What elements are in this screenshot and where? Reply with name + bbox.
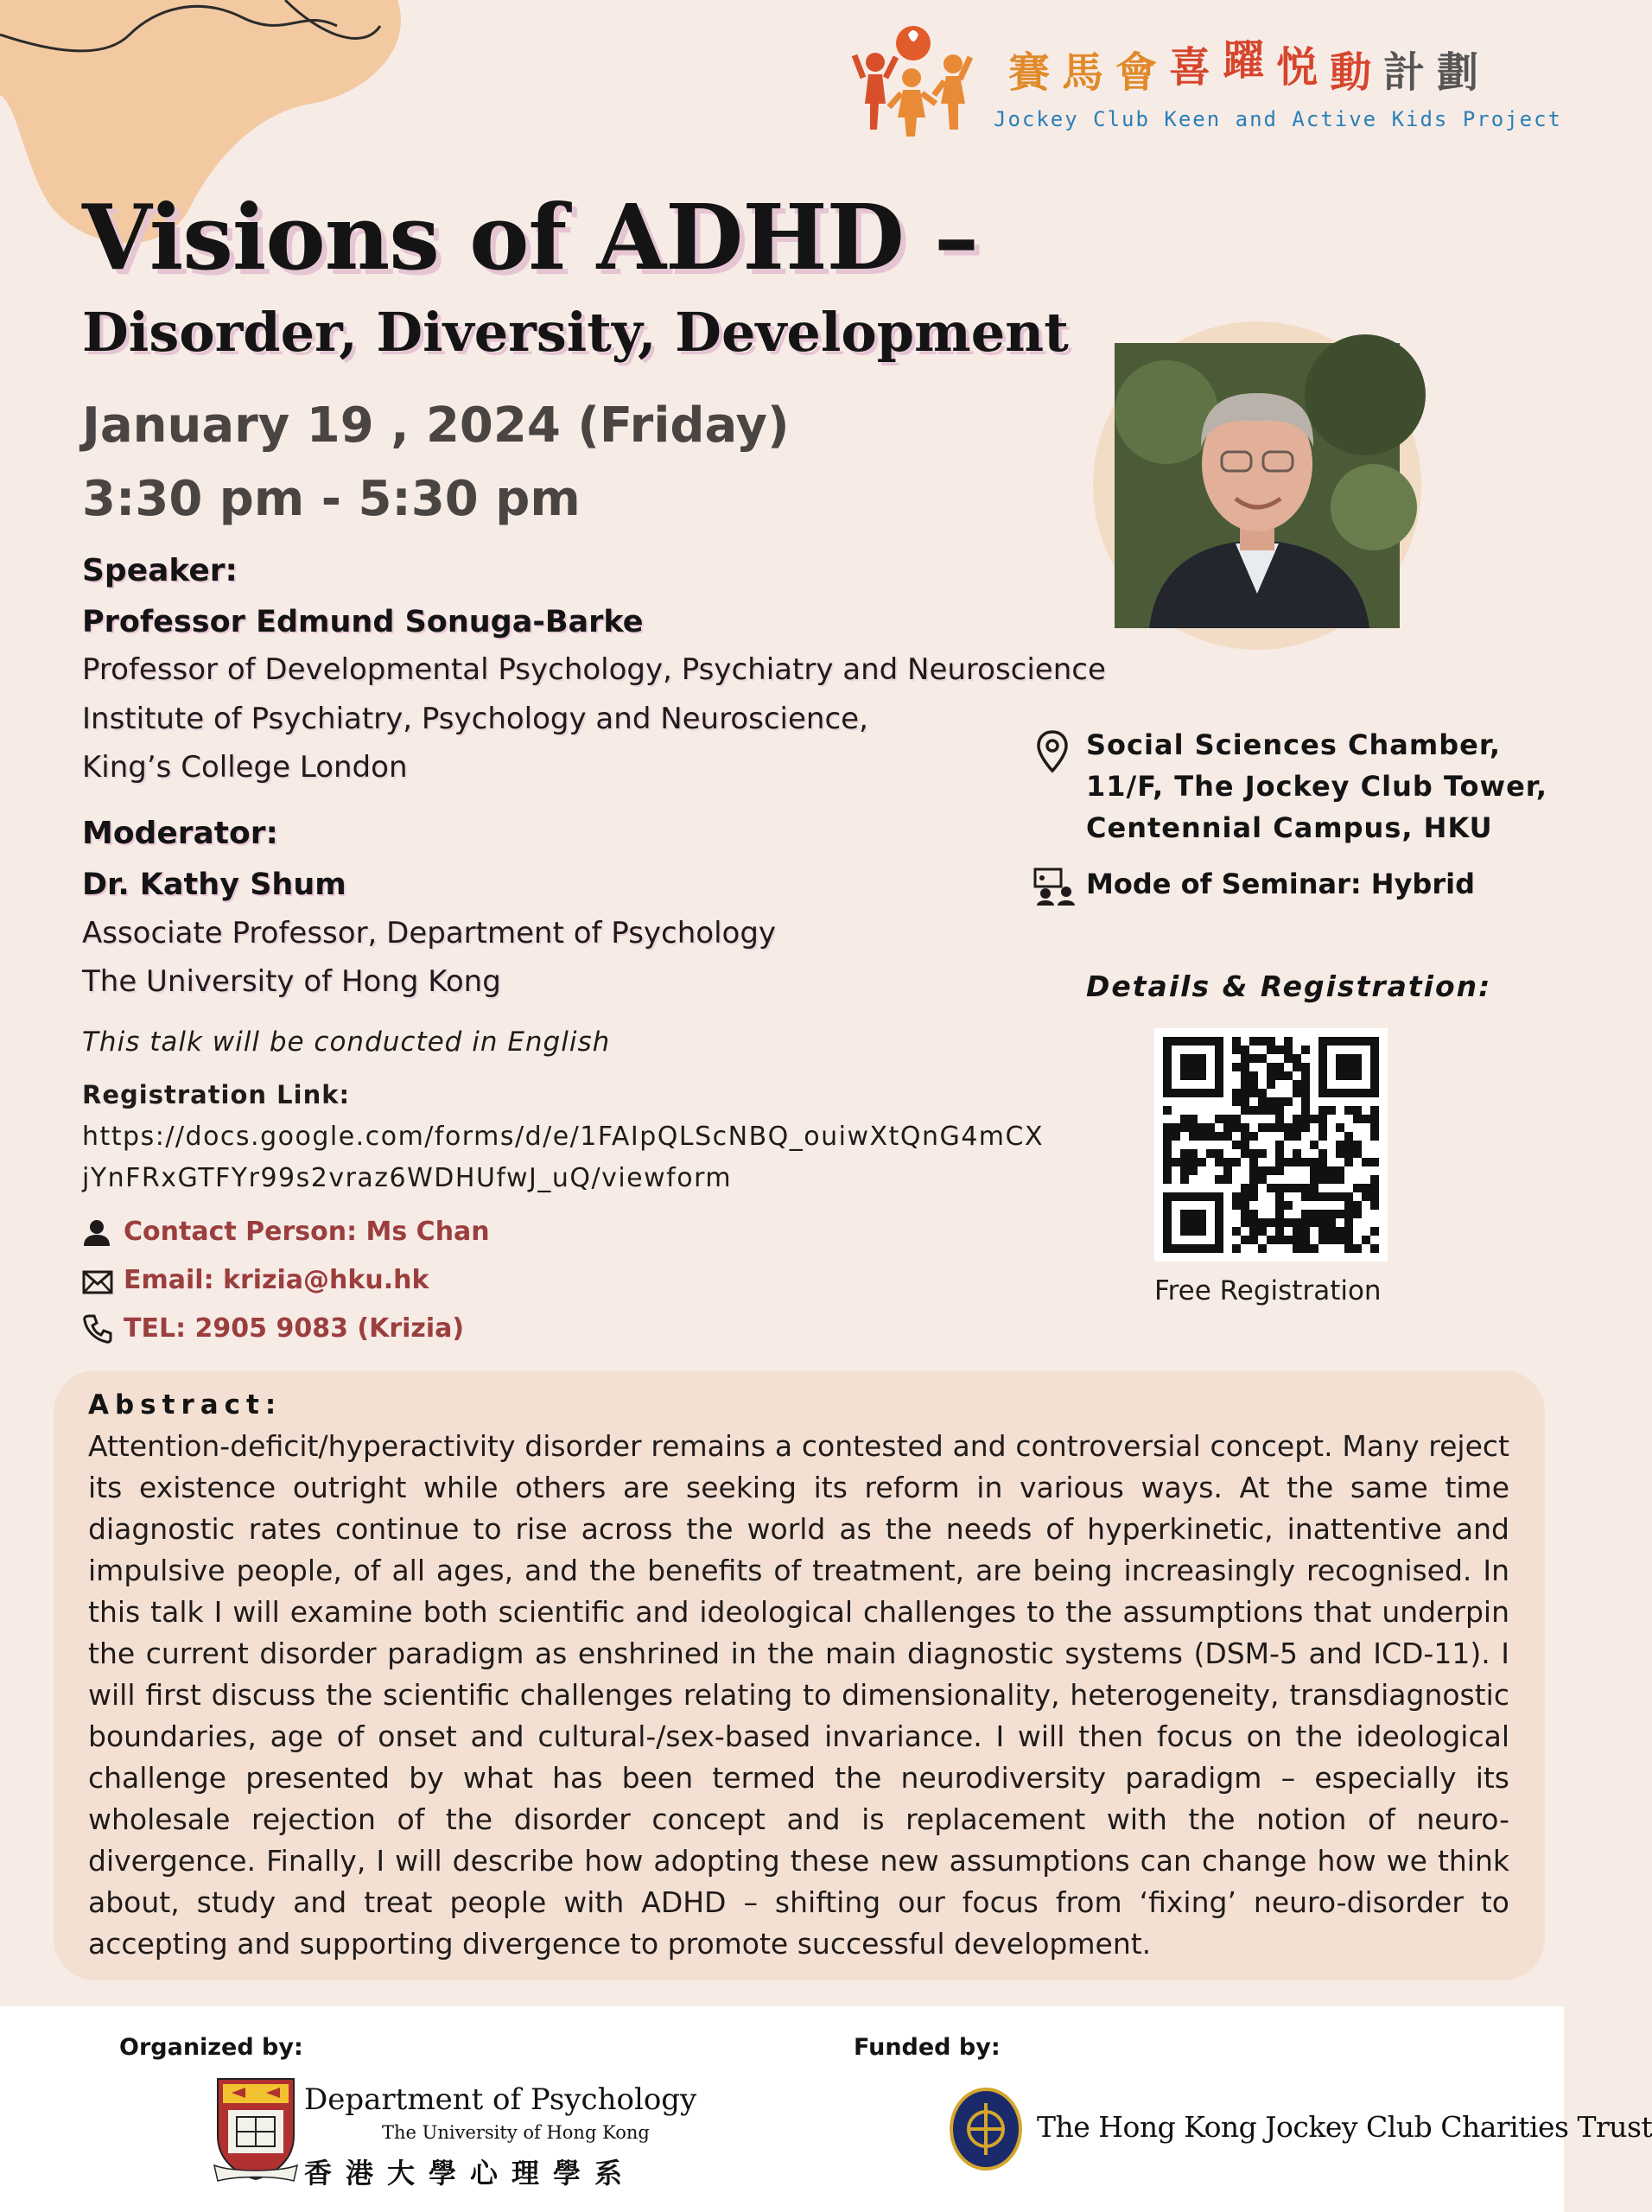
- event-date: January 19 , 2024 (Friday): [82, 397, 790, 454]
- moderator-name: Dr. Kathy Shum: [82, 868, 346, 902]
- venue-line1: Social Sciences Chamber,: [1086, 728, 1502, 761]
- kids-logo-icon: [851, 17, 994, 138]
- venue-address: [1086, 724, 1547, 849]
- dept-name: Department of Psychology: [304, 2082, 697, 2117]
- logo-char: 計: [1383, 48, 1438, 97]
- phone-icon: [82, 1313, 113, 1344]
- logo-char: 躍: [1223, 36, 1277, 85]
- registration-url-line1[interactable]: https://docs.google.com/forms/d/e/1FAIpQLScNBQ_ouiwXtQnG4mCX: [82, 1122, 1045, 1152]
- funded-by-label: Funded by:: [854, 2034, 1001, 2061]
- event-subtitle: Disorder, Diversity, Development: [82, 301, 1069, 364]
- language-note: This talk will be conducted in English: [82, 1027, 611, 1058]
- mail-icon: [82, 1270, 113, 1294]
- logo-char: 悦: [1276, 43, 1331, 92]
- moderator-institution: The University of Hong Kong: [82, 964, 501, 999]
- registration-qr-code[interactable]: [1154, 1028, 1388, 1262]
- hku-crest-icon: [214, 2075, 297, 2183]
- registration-label: Registration Link:: [82, 1080, 351, 1109]
- event-title: Visions of ADHD –: [82, 184, 979, 290]
- venue-line2: 11/F, The Jockey Club Tower,: [1086, 770, 1548, 803]
- logo-char: 動: [1330, 48, 1384, 97]
- free-registration-label: Free Registration: [1154, 1275, 1382, 1306]
- speaker-college: King’s College London: [82, 750, 408, 785]
- contact-tel[interactable]: TEL: 2905 9083 (Krizia): [124, 1313, 465, 1344]
- contact-email[interactable]: Email: krizia@hku.hk: [124, 1265, 429, 1295]
- details-registration-label: Details & Registration:: [1086, 969, 1492, 1003]
- project-logo: [851, 17, 1562, 138]
- person-icon: [82, 1218, 111, 1248]
- dept-university: The University of Hong Kong: [382, 2122, 650, 2143]
- logo-char: 劃: [1437, 48, 1491, 97]
- moderator-label: Moderator:: [82, 816, 278, 851]
- logo-char: 喜: [1169, 43, 1223, 92]
- logo-char: 馬: [1062, 48, 1116, 97]
- event-time: 3:30 pm - 5:30 pm: [82, 471, 581, 527]
- location-pin-icon: [1035, 729, 1070, 774]
- footer: [0, 2006, 1652, 2212]
- hybrid-meeting-icon: [1033, 868, 1075, 907]
- speaker-name: Professor Edmund Sonuga-Barke: [82, 605, 644, 639]
- organized-by-label: Organized by:: [119, 2034, 303, 2061]
- speaker-institute: Institute of Psychiatry, Psychology and Neuroscience,: [82, 702, 868, 736]
- contact-person: Contact Person: Ms Chan: [124, 1217, 490, 1247]
- logo-char: 賽: [1008, 48, 1063, 97]
- speaker-label: Speaker:: [82, 553, 238, 588]
- moderator-role: Associate Professor, Department of Psychology: [82, 916, 777, 950]
- abstract-body: Attention-deficit/hyperactivity disorder remains a contested and controversial concept. Many reject its existence outright while others are seeking its reform in various ways. At the same time diagnostic rates continue to rise across the world as the needs of hyperkinetic, inattentive and impulsive people, of all ages, and the benefits of treatment, are being increasingly recognised. In this talk I will examine both scientific and ideological challenges to the assumptions that underpin the current disorder paradigm as enshrined in the main diagnostic systems (DSM-5 and ICD-11). I will first discuss the scientific challenges relating to dimensionality, heterogeneity, transdiagnostic boundaries, age of onset and cultural-/sex-based invariance. I will then focus on the ideological challenge presented by what has been termed the neurodiversity paradigm – especially its wholesale rejection of the disorder concept and is replacement with the notion of neuro-divergence. Finally, I will describe how adopting these new assumptions can change how we think about, study and treat people with ADHD – shifting our focus from ‘fixing’ neuro-disorder to accepting and supporting divergence to promote successful development.: [88, 1429, 1509, 1961]
- logo-chinese-title: [1008, 36, 1491, 99]
- dept-chinese-name: 香港大學心理學系: [304, 2157, 637, 2190]
- abstract-panel: [54, 1370, 1545, 1980]
- logo-english-title: Jockey Club Keen and Active Kids Project: [994, 107, 1562, 131]
- abstract-label: Abstract:: [88, 1389, 283, 1421]
- hkjc-charities-trust: The Hong Kong Jockey Club Charities Trust: [1037, 2110, 1652, 2144]
- speaker-photo: [1115, 343, 1400, 628]
- venue-line3: Centennial Campus, HKU: [1086, 811, 1493, 844]
- logo-char: 會: [1115, 48, 1170, 97]
- speaker-role: Professor of Developmental Psychology, Psychiatry and Neuroscience: [82, 652, 1106, 687]
- registration-url-line2[interactable]: jYnFRxGTFYr99s2vraz6WDHUfwJ_uQ/viewform: [82, 1163, 733, 1193]
- hkjc-logo-icon: [949, 2086, 1023, 2172]
- seminar-mode: Mode of Seminar: Hybrid: [1086, 868, 1475, 900]
